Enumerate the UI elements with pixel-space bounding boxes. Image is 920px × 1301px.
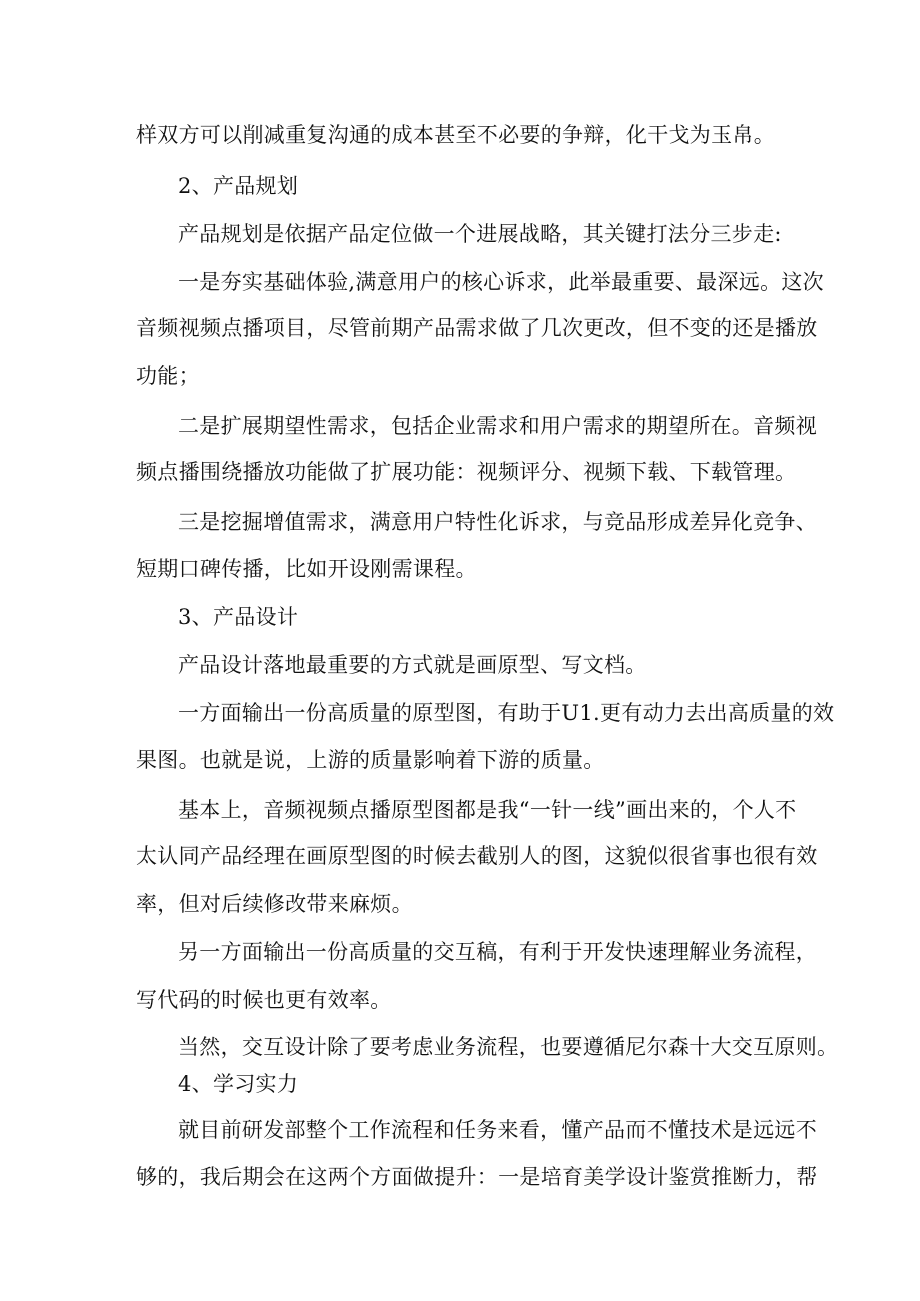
section-heading-learning-ability: 4、学习实力 — [178, 1072, 299, 1096]
text-line-8: 频点播围绕播放功能做了扩展功能：视频评分、视频下载、下载管理。 — [136, 460, 797, 484]
text-line-10: 短期口碑传播，比如开设刚需课程。 — [136, 557, 477, 581]
text-line-14: 果图。也就是说，上游的质量影响着下游的质量。 — [136, 748, 605, 772]
text-line-17: 率，但对后续修改带来麻烦。 — [136, 892, 413, 916]
section-heading-product-planning: 2、产品规划 — [178, 174, 299, 198]
text-line-20: 当然，交互设计除了要考虑业务流程，也要遵循尼尔森十大交互原则。 — [178, 1035, 839, 1059]
text-line-12: 产品设计落地最重要的方式就是画原型、写文档。 — [178, 653, 647, 677]
text-line-4: 一是夯实基础体验,满意用户的核心诉求，此举最重要、最深远。这次 — [178, 270, 824, 294]
text-line-5: 音频视频点播项目，尽管前期产品需求做了几次更改，但不变的还是播放 — [136, 316, 818, 340]
section-heading-product-design: 3、产品设计 — [178, 605, 299, 629]
text-line-13: 一方面输出一份高质量的原型图，有助于U1.更有动力去出高质量的效 — [178, 701, 835, 725]
text-line-9: 三是挖掘增值需求，满意用户特性化诉求，与竞品形成差异化竞争、 — [178, 510, 817, 534]
text-line-7: 二是扩展期望性需求，包括企业需求和用户需求的期望所在。音频视 — [178, 414, 817, 438]
text-line-15: 基本上，音频视频点播原型图都是我“一针一线”画出来的，个人不 — [178, 798, 797, 822]
text-line-3: 产品规划是依据产品定位做一个进展战略，其关键打法分三步走: — [178, 222, 782, 246]
text-line-19: 写代码的时候也更有效率。 — [136, 988, 392, 1012]
text-line-1: 样双方可以削减重复沟通的成本甚至不必要的争辩，化干戈为玉帛。 — [136, 123, 775, 147]
text-line-22: 就目前研发部整个工作流程和任务来看，懂产品而不懂技术是远远不 — [178, 1118, 817, 1142]
text-line-23: 够的，我后期会在这两个方面做提升：一是培育美学设计鉴赏推断力，帮 — [136, 1165, 818, 1189]
text-line-6: 功能； — [136, 364, 200, 388]
text-line-16: 太认同产品经理在画原型图的时候去截别人的图，这貌似很省事也很有效 — [136, 844, 818, 868]
text-line-18: 另一方面输出一份高质量的交互稿，有利于开发快速理解业务流程， — [178, 940, 817, 964]
